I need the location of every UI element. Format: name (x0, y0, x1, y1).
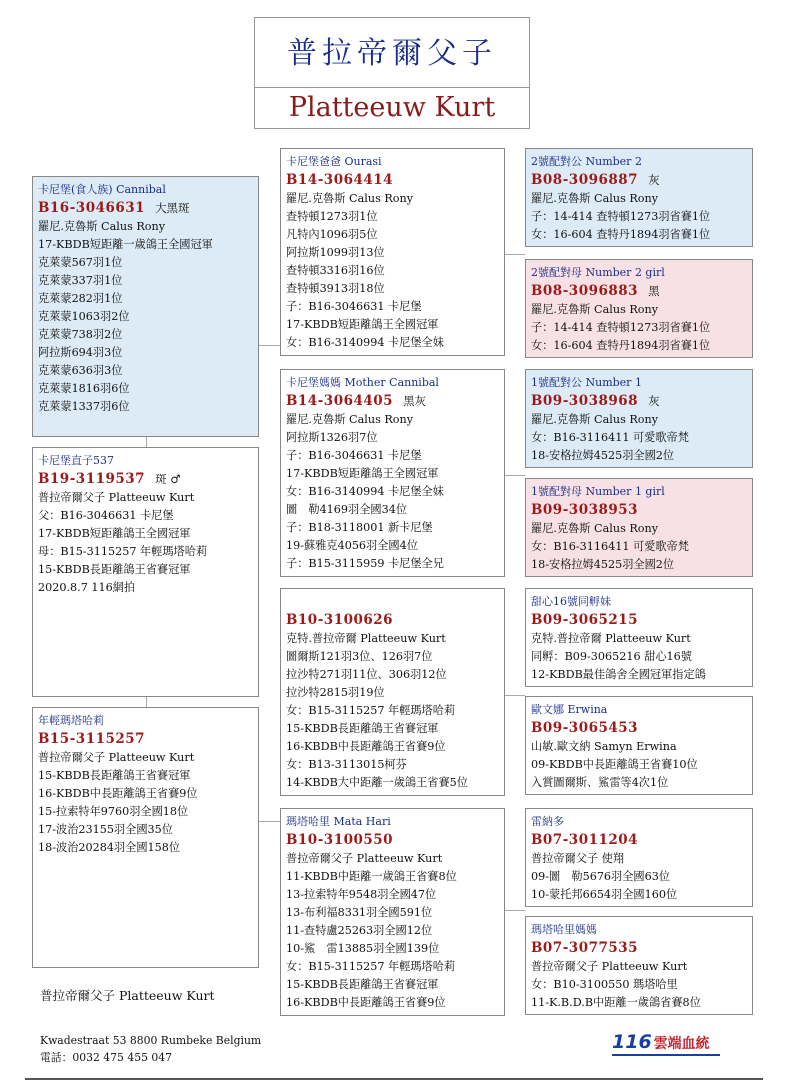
ring-number: B09-3038953 (531, 502, 639, 518)
ring-row (531, 939, 747, 958)
achievement-line: 圖爾斯121羽3位、126羽7位 (286, 650, 433, 663)
achievement-line: 子：B18-3118001 新卡尼堡 (286, 521, 433, 534)
color-sex: 大黑斑 (155, 201, 190, 215)
achievement-line: 16-KBDB中長距離鴿王省賽9位 (286, 740, 446, 753)
achievement-line: 10-蒙托邦6654羽全國160位 (531, 888, 678, 901)
achievement-line: 14-KBDB大中距離一歲鴿王省賽5位 (286, 776, 468, 789)
pedigree-box-sdd (525, 478, 753, 577)
bird-name: 2號配對公 Number 2 (531, 155, 642, 168)
achievement-line: 克特.普拉帝爾 Platteeuw Kurt (531, 632, 691, 645)
footer-phone: 電話：0032 475 455 047 (40, 1051, 172, 1064)
achievement-line: 女：B10-3100550 瑪塔哈里 (531, 978, 678, 991)
achievement-line: 15-拉索特年9760羽全國18位 (38, 805, 189, 818)
achievement-line: 女：B16-3116411 可愛歌帝梵 (531, 431, 689, 444)
achievement-line: 拉沙特2815羽19位 (286, 686, 385, 699)
achievement-line: 克萊蒙1337羽6位 (38, 400, 130, 413)
achievement-line: 查特頓1273羽1位 (286, 210, 378, 223)
bird-name: 年輕瑪塔哈莉 (38, 714, 104, 727)
achievement-line: 羅尼.克魯斯 Calus Rony (531, 303, 659, 316)
achievement-line: 普拉帝爾父子 Platteeuw Kurt (286, 852, 443, 865)
ring-row (286, 392, 499, 411)
achievement-line: 13-布利福8331羽全國591位 (286, 906, 433, 919)
bird-name: 卡尼堡直子537 (38, 454, 114, 467)
achievement-line: 女：B16-3116411 可愛歌帝梵 (531, 540, 689, 553)
achievement-line: 子：14-414 查特頓1273羽省賽1位 (531, 321, 711, 334)
achievement-line: 阿拉斯1326羽7位 (286, 431, 378, 444)
achievement-line: 克萊蒙1816羽6位 (38, 382, 130, 395)
footer-address: Kwadestraat 53 8800 Rumbeke Belgium (40, 1034, 262, 1047)
pedigree-box-dam-sire (280, 588, 505, 796)
ring-number: B07-3077535 (531, 940, 639, 956)
achievement-line: 10-鯊 雷13885羽全國139位 (286, 942, 440, 955)
bird-name: 2號配對母 Number 2 girl (531, 266, 665, 279)
achievement-line: 11-KBDB中距離一歲鴿王省賽8位 (286, 870, 457, 883)
achievement-line: 克萊蒙282羽1位 (38, 292, 123, 305)
achievement-line: 女：16-604 查特丹1894羽省賽1位 (531, 228, 711, 241)
achievement-line: 山敏.歐文納 Samyn Erwina (531, 740, 677, 753)
achievement-line: 09-圖 勒5676羽全國63位 (531, 870, 671, 883)
ring-row (531, 392, 747, 411)
achievement-line: 18-安格拉姆4525羽全國2位 (531, 558, 675, 571)
spacer (286, 593, 499, 611)
achievement-line: 18-安格拉姆4525羽全國2位 (531, 449, 675, 462)
achievement-line: 17-KBDB短距離鴿王全國冠軍 (286, 318, 439, 331)
achievement-line: 子：14-414 查特頓1273羽省賽1位 (531, 210, 711, 223)
achievement-line: 女：B16-3140994 卡尼堡全妹 (286, 336, 444, 349)
achievement-line: 羅尼.克魯斯 Calus Rony (286, 413, 414, 426)
page-title-en: Platteeuw Kurt (288, 92, 496, 123)
connector (146, 437, 147, 447)
bird-name: 卡尼堡媽媽 Mother Cannibal (286, 376, 439, 389)
achievement-line: 父：B16-3046631 卡尼堡 (38, 509, 174, 522)
color-sex: 灰 (648, 173, 660, 187)
achievement-line: 12-KBDB最佳鴿舍全國冠軍指定鴿 (531, 668, 706, 681)
achievement-line: 普拉帝爾父子 Platteeuw Kurt (38, 751, 195, 764)
achievement-line: 女：B15-3115257 年輕瑪塔哈莉 (286, 960, 456, 973)
color-sex: 斑 ♂ (155, 472, 181, 486)
achievement-line: 阿拉斯1099羽13位 (286, 246, 385, 259)
ring-row (38, 730, 253, 749)
ring-number: B10-3100550 (286, 832, 394, 848)
logo-number: 116 (612, 1031, 652, 1053)
pedigree-box-dam (32, 707, 259, 968)
pedigree-box-dds (525, 808, 753, 907)
achievement-line: 凡特內1096羽5位 (286, 228, 378, 241)
bottom-divider (25, 1078, 763, 1080)
logo-underline (612, 1054, 720, 1056)
achievement-line: 克特.普拉帝爾 Platteeuw Kurt (286, 632, 446, 645)
achievement-line: 15-KBDB長距離鴿王省賽冠軍 (38, 563, 191, 576)
achievement-line: 子：B16-3046631 卡尼堡 (286, 300, 422, 313)
pedigree-box-dsd (525, 696, 753, 795)
achievement-line: 羅尼.克魯斯 Calus Rony (531, 192, 659, 205)
achievement-line: 16-KBDB中長距離鴿王省賽9位 (286, 996, 446, 1009)
brand-logo (612, 1031, 710, 1055)
pedigree-box-dss (525, 588, 753, 687)
achievement-line: 18-波治20284羽全國158位 (38, 841, 181, 854)
page-title-cn: 普拉帝爾父子 (287, 36, 497, 71)
bird-name: 雷納多 (531, 815, 564, 828)
ring-row (531, 282, 747, 301)
achievement-line: 克萊蒙738羽2位 (38, 328, 123, 341)
achievement-line: 羅尼.克魯斯 Calus Rony (531, 413, 659, 426)
connector (505, 475, 525, 476)
pedigree-box-subject (32, 447, 259, 697)
achievement-line: 17-KBDB短距離鴿王全國冠軍 (38, 527, 191, 540)
bird-name: 瑪塔哈里 Mata Hari (286, 815, 391, 828)
pedigree-box-dam-dam (280, 808, 505, 1016)
achievement-line: 查特頓3913羽18位 (286, 282, 385, 295)
achievement-line: 15-KBDB長距離鴿王省賽冠軍 (286, 722, 439, 735)
ring-row (286, 171, 499, 190)
achievement-line: 19-蘇雅克4056羽全國4位 (286, 539, 418, 552)
achievement-line: 15-KBDB長距離鴿王省賽冠軍 (286, 978, 439, 991)
ring-row (531, 171, 747, 190)
pedigree-box-ddd (525, 916, 753, 1015)
achievement-line: 女：B13-3113015柯芬 (286, 758, 407, 771)
footer-contact (40, 1032, 261, 1066)
achievement-line: 16-KBDB中長距離鴿王省賽9位 (38, 787, 198, 800)
achievement-line: 女：B16-3140994 卡尼堡全妹 (286, 485, 444, 498)
achievement-line: 女：16-604 查特丹1894羽省賽1位 (531, 339, 711, 352)
bird-name: 瑪塔哈里媽媽 (531, 923, 597, 936)
connector (146, 697, 147, 707)
achievement-line: 2020.8.7 116網拍 (38, 581, 136, 594)
ring-number: B09-3038968 (531, 393, 639, 409)
logo-text: 雲端血統 (653, 1036, 710, 1052)
achievement-line: 11-K.B.D.B中距離一歲鴿省賽8位 (531, 996, 701, 1009)
bird-name: 1號配對母 Number 1 girl (531, 485, 665, 498)
achievement-line: 克萊蒙1063羽2位 (38, 310, 130, 323)
color-sex: 黑 (648, 284, 660, 298)
ring-number: B14-3064405 (286, 393, 394, 409)
bird-name: 1號配對公 Number 1 (531, 376, 642, 389)
achievement-line: 09-KBDB中長距離鴿王省賽10位 (531, 758, 698, 771)
pedigree-box-sire-sire (280, 148, 505, 356)
color-sex: 灰 (648, 394, 660, 408)
achievement-line: 同孵：B09-3065216 甜心16號 (531, 650, 692, 663)
connector (505, 910, 525, 911)
bird-name: 卡尼堡爸爸 Ourasi (286, 155, 382, 168)
achievement-line: 阿拉斯694羽3位 (38, 346, 123, 359)
achievement-line: 子：B15-3115959 卡尼堡全兄 (286, 557, 444, 570)
ring-number: B09-3065453 (531, 720, 639, 736)
achievement-line: 普拉帝爾父子 Platteeuw Kurt (531, 960, 688, 973)
ring-row (531, 611, 747, 630)
achievement-line: 克萊蒙636羽3位 (38, 364, 123, 377)
achievement-line: 克萊蒙337羽1位 (38, 274, 123, 287)
achievement-line: 普拉帝爾父子 使翔 (531, 852, 625, 865)
achievement-line: 女：B15-3115257 年輕瑪塔哈莉 (286, 704, 456, 717)
pedigree-box-sire (32, 176, 259, 437)
ring-row (531, 831, 747, 850)
achievement-line: 17-波治23155羽全國35位 (38, 823, 173, 836)
ring-number: B08-3096887 (531, 172, 639, 188)
ring-row (531, 719, 747, 738)
ring-row (286, 831, 499, 850)
owner-label: 普拉帝爾父子 Platteeuw Kurt (40, 988, 215, 1003)
title-divider (255, 87, 529, 88)
achievement-line: 普拉帝爾父子 Platteeuw Kurt (38, 491, 195, 504)
bird-name: 歐文娜 Erwina (531, 703, 608, 716)
achievement-line: 羅尼.克魯斯 Calus Rony (38, 220, 166, 233)
achievement-line: 羅尼.克魯斯 Calus Rony (531, 522, 659, 535)
achievement-line: 克萊蒙567羽1位 (38, 256, 123, 269)
ring-number: B10-3100626 (286, 612, 394, 628)
ring-row (38, 470, 253, 489)
achievement-line: 羅尼.克魯斯 Calus Rony (286, 192, 414, 205)
color-sex: 黑灰 (403, 394, 427, 408)
pedigree-box-sss (525, 148, 753, 247)
pedigree-box-sire-dam (280, 369, 505, 577)
achievement-line: 母：B15-3115257 年輕瑪塔哈莉 (38, 545, 208, 558)
achievement-line: 15-KBDB長距離鴿王省賽冠軍 (38, 769, 191, 782)
ring-number: B07-3011204 (531, 832, 639, 848)
connector (505, 695, 525, 696)
ring-number: B15-3115257 (38, 731, 146, 747)
connector (259, 821, 280, 822)
ring-number: B16-3046631 (38, 200, 146, 216)
achievement-line: 17-KBDB短距離一歲鴿王全國冠軍 (38, 238, 213, 251)
ring-row (531, 501, 747, 520)
connector (259, 345, 280, 346)
achievement-line: 11-查特盧25263羽全國12位 (286, 924, 433, 937)
ring-row (38, 199, 253, 218)
ring-number: B08-3096883 (531, 283, 639, 299)
achievement-line: 13-拉索特年9548羽全國47位 (286, 888, 437, 901)
ring-number: B14-3064414 (286, 172, 394, 188)
ring-number: B09-3065215 (531, 612, 639, 628)
bird-name: 甜心16號同孵妹 (531, 595, 611, 608)
title-box (254, 17, 530, 129)
ring-row (286, 611, 499, 630)
achievement-line: 入賞圖爾斯、鯊雷等4次1位 (531, 776, 669, 789)
pedigree-box-ssd (525, 259, 753, 358)
ring-number: B19-3119537 (38, 471, 146, 487)
bird-name: 卡尼堡(食人族) Cannibal (38, 183, 166, 196)
achievement-line: 拉沙特271羽11位、306羽12位 (286, 668, 447, 681)
achievement-line: 子：B16-3046631 卡尼堡 (286, 449, 422, 462)
achievement-line: 17-KBDB短距離鴿王全國冠軍 (286, 467, 439, 480)
pedigree-box-sds (525, 369, 753, 468)
connector (505, 254, 525, 255)
achievement-line: 圖 勒4169羽全國34位 (286, 503, 408, 516)
achievement-line: 查特頓3316羽16位 (286, 264, 385, 277)
